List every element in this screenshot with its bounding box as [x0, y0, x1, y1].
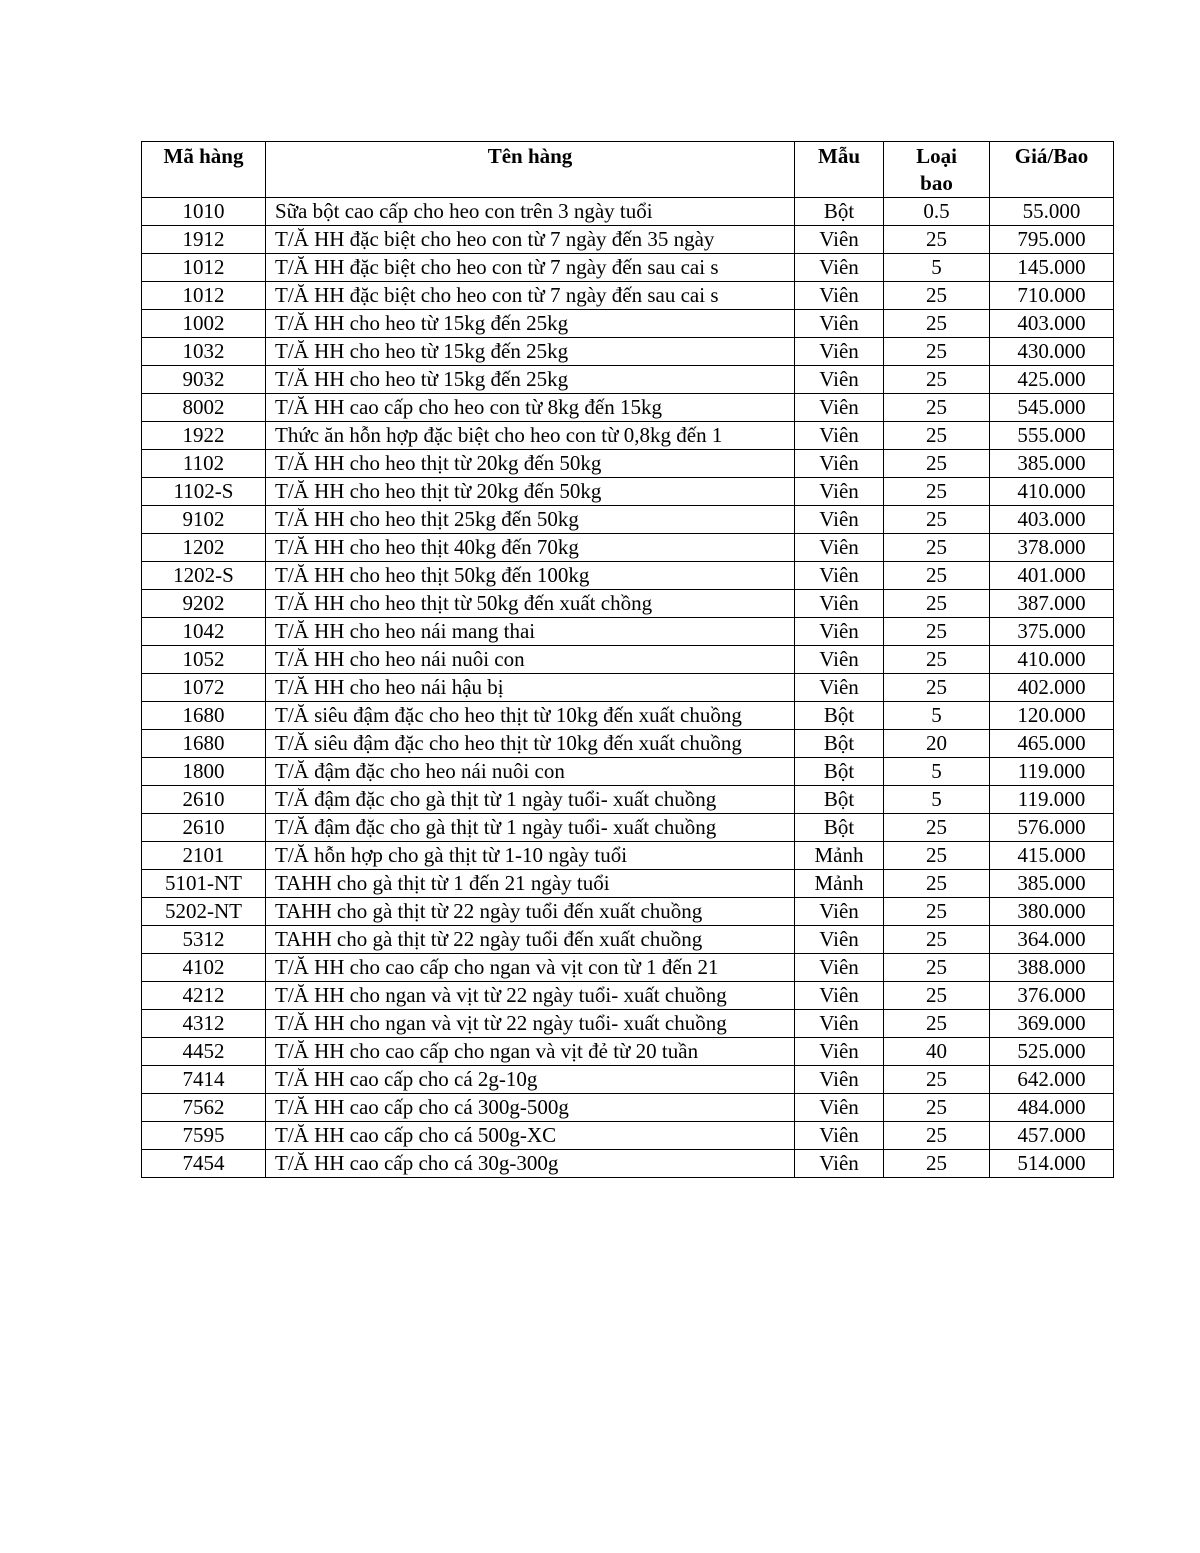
cell-name: T/Ă HH cho heo từ 15kg đến 25kg [266, 338, 795, 366]
cell-form: Viên [795, 954, 884, 982]
cell-name: T/Ă đậm đặc cho heo nái nuôi con [266, 758, 795, 786]
cell-price: 402.000 [990, 674, 1114, 702]
table-row [142, 982, 1114, 1010]
cell-name: T/Ă siêu đậm đặc cho heo thịt từ 10kg đến xuất chuồng [266, 730, 795, 758]
cell-name: T/Ă siêu đậm đặc cho heo thịt từ 10kg đến xuất chuồng [266, 702, 795, 730]
cell-bag: 25 [884, 982, 990, 1010]
cell-code: 1800 [142, 758, 266, 786]
header-price: Giá/Bao [990, 142, 1114, 198]
cell-form: Viên [795, 450, 884, 478]
cell-form: Bột [795, 198, 884, 226]
cell-name: T/Ă HH đặc biệt cho heo con từ 7 ngày đến 35 ngày [266, 226, 795, 254]
cell-price: 378.000 [990, 534, 1114, 562]
cell-code: 7562 [142, 1094, 266, 1122]
cell-form: Viên [795, 1150, 884, 1178]
cell-code: 1012 [142, 254, 266, 282]
table-row [142, 562, 1114, 590]
cell-name: T/Ă HH cho heo nái mang thai [266, 618, 795, 646]
cell-bag: 5 [884, 786, 990, 814]
table-row [142, 1066, 1114, 1094]
cell-form: Bột [795, 730, 884, 758]
cell-price: 385.000 [990, 450, 1114, 478]
cell-name: T/Ă HH cao cấp cho cá 30g-300g [266, 1150, 795, 1178]
cell-code: 1032 [142, 338, 266, 366]
cell-price: 369.000 [990, 1010, 1114, 1038]
cell-code: 4452 [142, 1038, 266, 1066]
cell-name: T/Ă HH cao cấp cho cá 300g-500g [266, 1094, 795, 1122]
cell-bag: 0.5 [884, 198, 990, 226]
table-row [142, 898, 1114, 926]
header-code: Mã hàng [142, 142, 266, 198]
table-row [142, 310, 1114, 338]
cell-bag: 25 [884, 506, 990, 534]
table-row [142, 870, 1114, 898]
table-row [142, 282, 1114, 310]
cell-bag: 25 [884, 338, 990, 366]
table-row [142, 478, 1114, 506]
cell-price: 410.000 [990, 478, 1114, 506]
cell-form: Viên [795, 338, 884, 366]
cell-code: 4102 [142, 954, 266, 982]
table-row [142, 1094, 1114, 1122]
cell-form: Viên [795, 674, 884, 702]
table-row [142, 338, 1114, 366]
cell-code: 9202 [142, 590, 266, 618]
cell-name: T/Ă HH cho ngan và vịt từ 22 ngày tuổi- xuất chuồng [266, 1010, 795, 1038]
cell-price: 710.000 [990, 282, 1114, 310]
cell-price: 145.000 [990, 254, 1114, 282]
table-row [142, 226, 1114, 254]
cell-code: 1102 [142, 450, 266, 478]
table-row [142, 618, 1114, 646]
cell-name: Sữa bột cao cấp cho heo con trên 3 ngày tuổi [266, 198, 795, 226]
cell-bag: 25 [884, 870, 990, 898]
header-form: Mẫu [795, 142, 884, 198]
cell-price: 642.000 [990, 1066, 1114, 1094]
cell-form: Viên [795, 282, 884, 310]
cell-bag: 25 [884, 618, 990, 646]
cell-bag: 25 [884, 1150, 990, 1178]
cell-price: 120.000 [990, 702, 1114, 730]
cell-price: 465.000 [990, 730, 1114, 758]
table-row [142, 394, 1114, 422]
cell-form: Viên [795, 1094, 884, 1122]
cell-price: 795.000 [990, 226, 1114, 254]
cell-price: 410.000 [990, 646, 1114, 674]
cell-name: T/Ă đậm đặc cho gà thịt từ 1 ngày tuổi- xuất chuồng [266, 786, 795, 814]
cell-price: 555.000 [990, 422, 1114, 450]
cell-name: T/Ă HH cho heo thịt 50kg đến 100kg [266, 562, 795, 590]
cell-code: 2610 [142, 814, 266, 842]
cell-price: 430.000 [990, 338, 1114, 366]
cell-name: TAHH cho gà thịt từ 1 đến 21 ngày tuổi [266, 870, 795, 898]
table-row [142, 450, 1114, 478]
cell-price: 375.000 [990, 618, 1114, 646]
cell-form: Mảnh [795, 842, 884, 870]
cell-name: T/Ă hỗn hợp cho gà thịt từ 1-10 ngày tuổi [266, 842, 795, 870]
cell-price: 388.000 [990, 954, 1114, 982]
cell-price: 403.000 [990, 506, 1114, 534]
cell-code: 1202 [142, 534, 266, 562]
cell-name: T/Ă HH cao cấp cho cá 2g-10g [266, 1066, 795, 1094]
cell-name: Thức ăn hỗn hợp đặc biệt cho heo con từ 0,8kg đến 1 [266, 422, 795, 450]
cell-code: 5312 [142, 926, 266, 954]
cell-price: 119.000 [990, 786, 1114, 814]
cell-code: 1102-S [142, 478, 266, 506]
table-row [142, 1010, 1114, 1038]
table-row [142, 506, 1114, 534]
cell-code: 1912 [142, 226, 266, 254]
table-row [142, 926, 1114, 954]
table-row [142, 366, 1114, 394]
cell-price: 380.000 [990, 898, 1114, 926]
cell-price: 55.000 [990, 198, 1114, 226]
cell-form: Viên [795, 590, 884, 618]
cell-code: 1202-S [142, 562, 266, 590]
cell-bag: 25 [884, 1066, 990, 1094]
cell-form: Viên [795, 562, 884, 590]
cell-form: Viên [795, 534, 884, 562]
cell-bag: 25 [884, 534, 990, 562]
cell-bag: 25 [884, 366, 990, 394]
cell-price: 415.000 [990, 842, 1114, 870]
cell-name: T/Ă HH cho heo từ 15kg đến 25kg [266, 366, 795, 394]
cell-code: 5202-NT [142, 898, 266, 926]
cell-form: Viên [795, 366, 884, 394]
cell-name: T/Ă HH cao cấp cho cá 500g-XC [266, 1122, 795, 1150]
cell-bag: 25 [884, 282, 990, 310]
cell-form: Viên [795, 926, 884, 954]
table-row [142, 422, 1114, 450]
cell-name: T/Ă đậm đặc cho gà thịt từ 1 ngày tuổi- xuất chuồng [266, 814, 795, 842]
cell-form: Viên [795, 1038, 884, 1066]
header-name: Tên hàng [266, 142, 795, 198]
cell-bag: 25 [884, 450, 990, 478]
cell-name: T/Ă HH cho heo thịt từ 50kg đến xuất chồng [266, 590, 795, 618]
cell-code: 2101 [142, 842, 266, 870]
cell-form: Viên [795, 506, 884, 534]
cell-form: Viên [795, 478, 884, 506]
header-bag-line1: Loại [916, 144, 957, 168]
table-row [142, 786, 1114, 814]
cell-price: 376.000 [990, 982, 1114, 1010]
cell-code: 1072 [142, 674, 266, 702]
cell-name: T/Ă HH cho cao cấp cho ngan và vịt đẻ từ 20 tuần [266, 1038, 795, 1066]
cell-form: Viên [795, 394, 884, 422]
price-table [141, 141, 1114, 1178]
cell-form: Viên [795, 1066, 884, 1094]
cell-code: 2610 [142, 786, 266, 814]
cell-form: Bột [795, 702, 884, 730]
cell-bag: 25 [884, 394, 990, 422]
cell-price: 576.000 [990, 814, 1114, 842]
cell-code: 7414 [142, 1066, 266, 1094]
cell-price: 525.000 [990, 1038, 1114, 1066]
cell-code: 5101-NT [142, 870, 266, 898]
cell-code: 7595 [142, 1122, 266, 1150]
cell-name: T/Ă HH cho heo thịt 25kg đến 50kg [266, 506, 795, 534]
cell-bag: 5 [884, 758, 990, 786]
cell-code: 9102 [142, 506, 266, 534]
cell-bag: 25 [884, 226, 990, 254]
cell-name: T/Ă HH cho cao cấp cho ngan và vịt con từ 1 đến 21 [266, 954, 795, 982]
cell-bag: 25 [884, 310, 990, 338]
table-body [142, 198, 1114, 1178]
table-row [142, 702, 1114, 730]
cell-name: TAHH cho gà thịt từ 22 ngày tuổi đến xuất chuồng [266, 926, 795, 954]
cell-code: 8002 [142, 394, 266, 422]
cell-bag: 25 [884, 1010, 990, 1038]
cell-code: 1680 [142, 730, 266, 758]
cell-form: Viên [795, 1010, 884, 1038]
cell-form: Viên [795, 254, 884, 282]
cell-bag: 20 [884, 730, 990, 758]
cell-code: 1012 [142, 282, 266, 310]
cell-price: 385.000 [990, 870, 1114, 898]
table-row [142, 534, 1114, 562]
cell-form: Viên [795, 1122, 884, 1150]
cell-code: 1042 [142, 618, 266, 646]
cell-price: 545.000 [990, 394, 1114, 422]
cell-price: 387.000 [990, 590, 1114, 618]
table-row [142, 1122, 1114, 1150]
cell-bag: 5 [884, 702, 990, 730]
cell-price: 457.000 [990, 1122, 1114, 1150]
table-row [142, 674, 1114, 702]
table-row [142, 590, 1114, 618]
cell-form: Viên [795, 618, 884, 646]
cell-name: T/Ă HH cho heo thịt từ 20kg đến 50kg [266, 478, 795, 506]
cell-form: Viên [795, 898, 884, 926]
cell-form: Viên [795, 982, 884, 1010]
table-row [142, 1038, 1114, 1066]
cell-code: 4212 [142, 982, 266, 1010]
header-bag [884, 142, 990, 198]
cell-bag: 25 [884, 898, 990, 926]
cell-price: 425.000 [990, 366, 1114, 394]
cell-bag: 25 [884, 814, 990, 842]
cell-code: 7454 [142, 1150, 266, 1178]
cell-code: 9032 [142, 366, 266, 394]
table-row [142, 842, 1114, 870]
cell-name: T/Ă HH cho ngan và vịt từ 22 ngày tuổi- xuất chuồng [266, 982, 795, 1010]
table-header-row [142, 142, 1114, 198]
cell-bag: 25 [884, 590, 990, 618]
cell-bag: 25 [884, 422, 990, 450]
cell-form: Viên [795, 310, 884, 338]
cell-bag: 25 [884, 842, 990, 870]
cell-code: 1922 [142, 422, 266, 450]
cell-bag: 40 [884, 1038, 990, 1066]
cell-price: 401.000 [990, 562, 1114, 590]
cell-code: 4312 [142, 1010, 266, 1038]
cell-name: TAHH cho gà thịt từ 22 ngày tuổi đến xuất chuồng [266, 898, 795, 926]
cell-code: 1052 [142, 646, 266, 674]
cell-form: Viên [795, 226, 884, 254]
table-row [142, 758, 1114, 786]
cell-code: 1010 [142, 198, 266, 226]
cell-form: Bột [795, 786, 884, 814]
cell-price: 403.000 [990, 310, 1114, 338]
table-row [142, 646, 1114, 674]
cell-price: 484.000 [990, 1094, 1114, 1122]
cell-bag: 25 [884, 478, 990, 506]
cell-name: T/Ă HH đặc biệt cho heo con từ 7 ngày đến sau cai s [266, 282, 795, 310]
table-row [142, 730, 1114, 758]
table-row [142, 1150, 1114, 1178]
cell-price: 514.000 [990, 1150, 1114, 1178]
cell-code: 1002 [142, 310, 266, 338]
cell-name: T/Ă HH cho heo thịt từ 20kg đến 50kg [266, 450, 795, 478]
cell-price: 364.000 [990, 926, 1114, 954]
cell-bag: 25 [884, 646, 990, 674]
cell-bag: 25 [884, 562, 990, 590]
table-row [142, 954, 1114, 982]
cell-code: 1680 [142, 702, 266, 730]
cell-price: 119.000 [990, 758, 1114, 786]
cell-name: T/Ă HH cho heo nái nuôi con [266, 646, 795, 674]
cell-form: Bột [795, 758, 884, 786]
cell-bag: 25 [884, 926, 990, 954]
cell-bag: 5 [884, 254, 990, 282]
cell-name: T/Ă HH cho heo nái hậu bị [266, 674, 795, 702]
cell-name: T/Ă HH cao cấp cho heo con từ 8kg đến 15kg [266, 394, 795, 422]
cell-name: T/Ă HH đặc biệt cho heo con từ 7 ngày đến sau cai s [266, 254, 795, 282]
cell-bag: 25 [884, 1122, 990, 1150]
cell-name: T/Ă HH cho heo thịt 40kg đến 70kg [266, 534, 795, 562]
cell-form: Mảnh [795, 870, 884, 898]
cell-bag: 25 [884, 954, 990, 982]
header-bag-line2: bao [920, 171, 953, 195]
cell-bag: 25 [884, 1094, 990, 1122]
cell-form: Viên [795, 422, 884, 450]
cell-name: T/Ă HH cho heo từ 15kg đến 25kg [266, 310, 795, 338]
cell-bag: 25 [884, 674, 990, 702]
table-row [142, 254, 1114, 282]
cell-form: Viên [795, 646, 884, 674]
cell-form: Bột [795, 814, 884, 842]
table-row [142, 198, 1114, 226]
table-row [142, 814, 1114, 842]
